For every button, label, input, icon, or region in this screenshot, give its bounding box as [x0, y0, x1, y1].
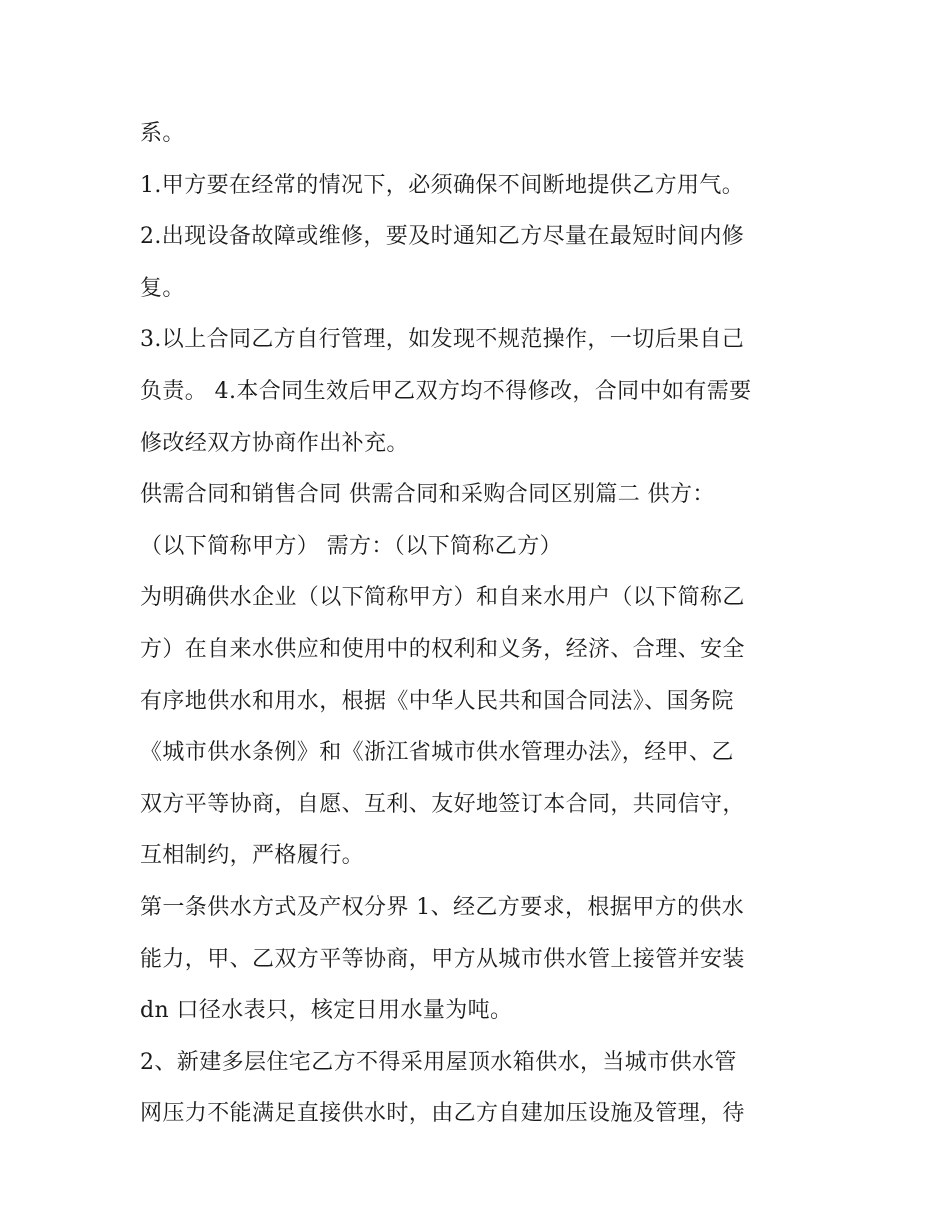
- text-line: 互相制约，严格履行。: [140, 843, 365, 869]
- document-body: [140, 108, 830, 1140]
- text-line: 供需合同和销售合同 供需合同和采购合同区别篇二 供方：: [140, 482, 715, 508]
- text-line: 3.以上合同乙方自行管理，如发现不规范操作，一切后果自己: [140, 327, 745, 353]
- text-line: 2、新建多层住宅乙方不得采用屋顶水箱供水，当城市供水管: [140, 1049, 737, 1075]
- text-line: dn 口径水表只，核定日用水量为吨。: [140, 998, 513, 1024]
- text-line: 网压力不能满足直接供水时，由乙方自建加压设施及管理，待: [140, 1101, 745, 1127]
- text-line: 有序地供水和用水，根据《中华人民共和国合同法》、国务院: [140, 688, 734, 714]
- text-line: 2.出现设备故障或维修，要及时通知乙方尽量在最短时间内修: [140, 224, 745, 250]
- text-line: 1.甲方要在经常的情况下，必须确保不间断地提供乙方用气。: [140, 172, 745, 198]
- text-line: 负责。 4.本合同生效后甲乙双方均不得修改，合同中如有需要: [140, 378, 752, 404]
- text-line: 第一条供水方式及产权分界 1、经乙方要求，根据甲方的供水: [140, 894, 745, 920]
- text-line: 系。: [140, 121, 185, 146]
- text-line: 为明确供水企业（以下简称甲方）和自来水用户（以下简称乙: [140, 585, 745, 611]
- text-line: 方）在自来水供应和使用中的权利和义务，经济、合理、安全: [140, 636, 745, 662]
- text-line: 复。: [140, 275, 185, 301]
- text-line: 《城市供水条例》和《浙江省城市供水管理办法》，经甲、乙: [140, 740, 734, 766]
- text-line: （以下简称甲方） 需方：（以下简称乙方）: [140, 533, 562, 559]
- text-line: 能力，甲、乙双方平等协商，甲方从城市供水管上接管并安装: [140, 946, 745, 972]
- text-line: 修改经双方协商作出补充。: [140, 430, 409, 456]
- text-line: 双方平等协商，自愿、互利、友好地签订本合同，共同信守，: [140, 791, 745, 817]
